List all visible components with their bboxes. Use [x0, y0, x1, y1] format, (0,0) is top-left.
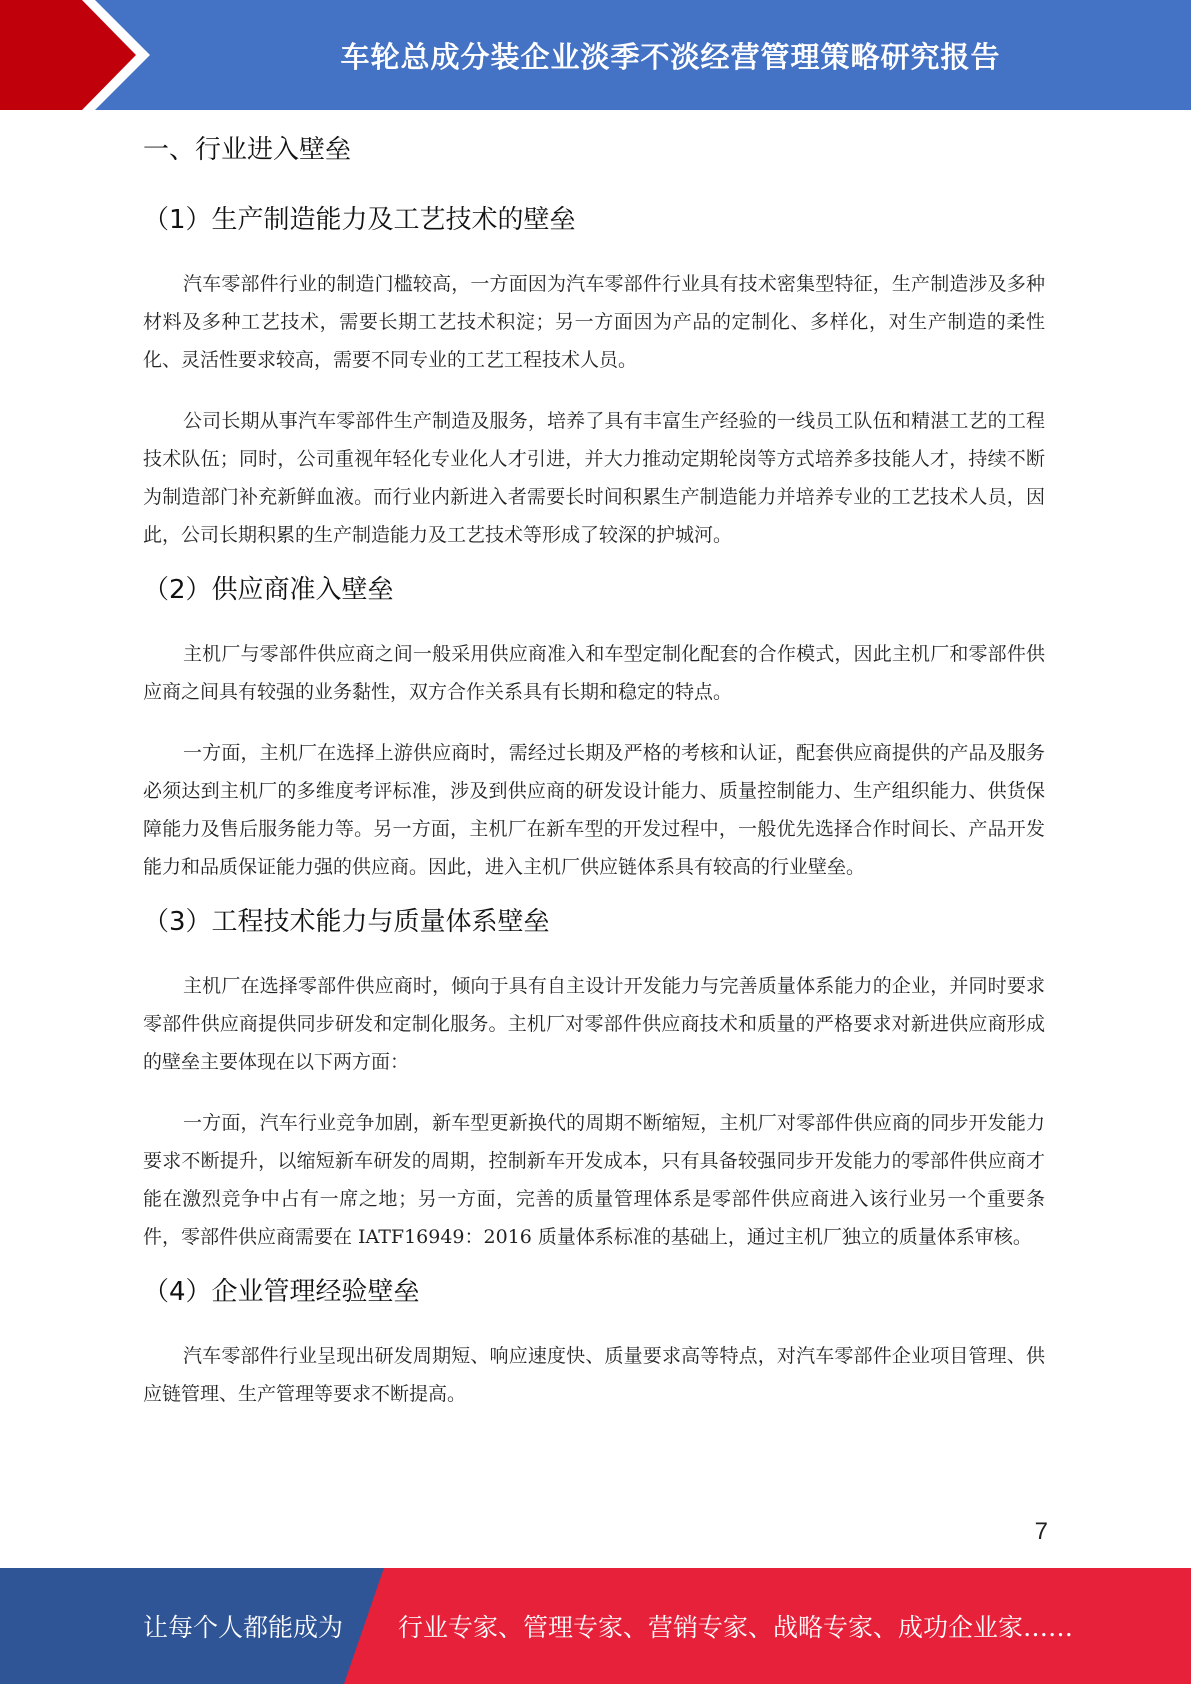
- paragraph: 汽车零部件行业呈现出研发周期短、响应速度快、质量要求高等特点，对汽车零部件企业项目管理、供应链管理、生产管理等要求不断提高。: [143, 1345, 1045, 1405]
- paragraph: 主机厂在选择零部件供应商时，倾向于具有自主设计开发能力与完善质量体系能力的企业，并同时要求零部件供应商提供同步研发和定制化服务。主机厂对零部件供应商技术和质量的严格要求对新进供应商形成的壁垒主要体现在以下两方面：: [143, 975, 1045, 1073]
- subsection-heading: （2）供应商准入壁垒: [143, 575, 394, 605]
- section-heading: 一、行业进入壁垒: [143, 135, 352, 165]
- footer-slogan-right: 行业专家、管理专家、营销专家、战略专家、成功企业家……: [398, 1613, 1074, 1642]
- paragraph: 一方面，汽车行业竞争加剧，新车型更新换代的周期不断缩短，主机厂对零部件供应商的同步开发能力要求不断提升，以缩短新车研发的周期，控制新车开发成本，只有具备较强同步开发能力的零部件供应商才能在激烈竞争中占有一席之地；另一方面，完善的质量管理体系是零部件供应商进入该行业另一个重要条件，零部件供应商需要在 IATF16949：2016 质量体系标准的基础上，通过主机厂独立的质量体系审核。: [143, 1112, 1045, 1248]
- paragraph: 公司长期从事汽车零部件生产制造及服务，培养了具有丰富生产经验的一线员工队伍和精湛工艺的工程技术队伍；同时，公司重视年轻化专业化人才引进，并大力推动定期轮岗等方式培养多技能人才，持续不断为制造部门补充新鲜血液。而行业内新进入者需要长时间积累生产制造能力并培养专业的工艺技术人员，因此，公司长期积累的生产制造能力及工艺技术等形成了较深的护城河。: [143, 410, 1045, 546]
- footer-banner: [0, 1568, 1191, 1684]
- subsection-heading: （4）企业管理经验壁垒: [143, 1277, 420, 1307]
- paragraph: 一方面，主机厂在选择上游供应商时，需经过长期及严格的考核和认证，配套供应商提供的产品及服务必须达到主机厂的多维度考评标准，涉及到供应商的研发设计能力、质量控制能力、生产组织能力、供货保障能力及售后服务能力等。另一方面，主机厂在新车型的开发过程中，一般优先选择合作时间长、产品开发能力和品质保证能力强的供应商。因此，进入主机厂供应链体系具有较高的行业壁垒。: [143, 742, 1045, 878]
- paragraph: 主机厂与零部件供应商之间一般采用供应商准入和车型定制化配套的合作模式，因此主机厂和零部件供应商之间具有较强的业务黏性，双方合作关系具有长期和稳定的特点。: [143, 643, 1045, 703]
- subsection-heading: （1）生产制造能力及工艺技术的壁垒: [143, 205, 576, 235]
- document-body: [143, 128, 1045, 1413]
- header-banner: [0, 0, 1191, 110]
- footer-slogan-left: 让每个人都能成为: [143, 1613, 344, 1642]
- subsection-heading: （3）工程技术能力与质量体系壁垒: [143, 907, 550, 937]
- report-title: 车轮总成分装企业淡季不淡经营管理策略研究报告: [340, 39, 1001, 74]
- page-number: 7: [1034, 1518, 1048, 1545]
- paragraph: 汽车零部件行业的制造门槛较高，一方面因为汽车零部件行业具有技术密集型特征，生产制造涉及多种材料及多种工艺技术，需要长期工艺技术积淀；另一方面因为产品的定制化、多样化，对生产制造的柔性化、灵活性要求较高，需要不同专业的工艺工程技术人员。: [143, 273, 1045, 371]
